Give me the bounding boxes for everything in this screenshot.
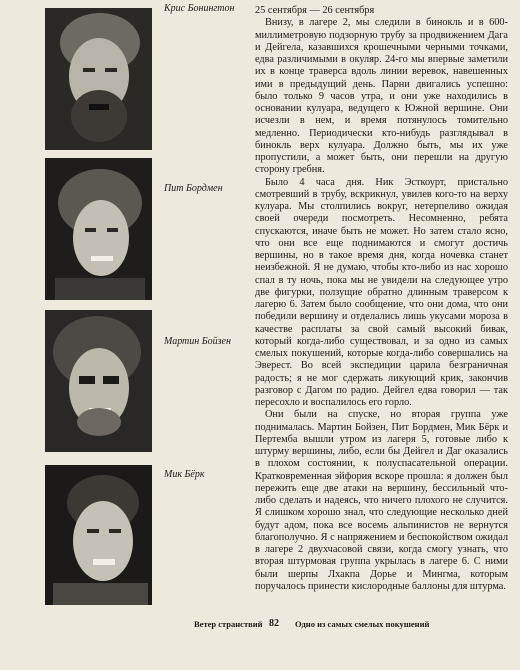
- portrait-photo-boysen: [45, 310, 152, 452]
- paragraph: Было 4 часа дня. Ник Эсткоурт, пристально смотревший в трубу, вскрикнул, увилев кого-то на верху кулуара. Мы столпились вокруг, нетерпеливо ожидая своей очереди посмотреть. Несомненно, ребята спускаются, иначе быть не может. Но затем стало ясно, что они все еще поднимаются и смогут достичь вершины, но в такое время дня, когда ночевка станет неизбежной. Я не думаю, чтобы кто-либо из нас хорошо спал в ту ночь, пока мы не увидели на следующее утро две фигурки, ползущие обратно длинным траверсом к лагерю 6. Затем было сообщение, что они дома, что они победили вершину и отделались лишь укусами мороза в качестве расплаты за свой самый высокий бивак, который когда-либо существовал, и за одно из самых смелых покушений, которые когда-либо совершались на Эверест. Во всей экспедиции царила безграничная радость; я не мог сдержать ликующий крик, закончив разговор с Дагом по радио. Дейгел едва говорил — так пересохло и воспалилось его горло.: [255, 176, 508, 408]
- portrait-caption: Пит Бордмен: [164, 183, 223, 194]
- paragraph: Они были на спуске, но вторая группа уже поднималась. Мартин Бойзен, Пит Бордмен, Мик Бёрк и Пертемба вышли утром из лагеря 5, готовые либо к штурму вершины, либо, если бы Дейгел и Даг оказались в плохом состоянии, к полуспасательной операции. Кратковременная эйфория вскоре прошла: я должен был пережить еще две атаки на вершину, бессильный что-либо сделать и надеясь, что ничего плохого не случится. Я слишком хорошо знал, что следующие несколько дней будут адом, пока все восемь альпинистов не вернутся благополучно. Я с напряжением и беспокойством ожидал в лагере 2 двухчасовой связи, когда смогу узнать, что вторая штурмовая группа укрылась в лагере 6. С ними были шерпы Лхакпа Дорье и Мингма, которым поручалось принести кислородные баллоны для штурма.: [255, 409, 508, 592]
- article-text: [255, 5, 508, 593]
- footer-book-title: Ветер странствий: [194, 619, 263, 629]
- page-footer: [0, 619, 520, 633]
- portrait-photo-boardman: [45, 158, 152, 300]
- portrait-photo-bonington: [45, 8, 152, 150]
- footer-chapter-title: Одно из самых смелых покушений: [295, 619, 430, 629]
- portrait-photo-burke: [45, 465, 152, 605]
- portrait-caption: Мик Бёрк: [164, 469, 205, 480]
- dateline: 25 сентября — 26 сентября: [255, 5, 375, 16]
- portrait-caption: Мартин Бойзен: [164, 336, 231, 347]
- portrait-caption: Крис Бонингтон: [164, 3, 235, 14]
- paragraph: Внизу, в лагере 2, мы следили в бинокль и в 600-миллиметровую подзорную трубу за продвижением Дага и Дейгела, казавшихся крошечными черными точками, едва различимыми в окуляр. 24-го мы впервые заметили их в конце траверса вдоль линии веревок, навешенных ими в предыдущий день. Парни двигались успешно: было только 9 часов утра, и они уже находились в основании кулуара, ведущего к Южной вершине. Они исчезли в нем, и время потянулось томительно медленно. Периодически кто-нибудь разглядывал в бинокль верх кулуара. Должно быть, мы их уже пропустили, а может быть, они перешли на другую сторону гребня.: [255, 17, 508, 176]
- page-number: 82: [269, 618, 279, 629]
